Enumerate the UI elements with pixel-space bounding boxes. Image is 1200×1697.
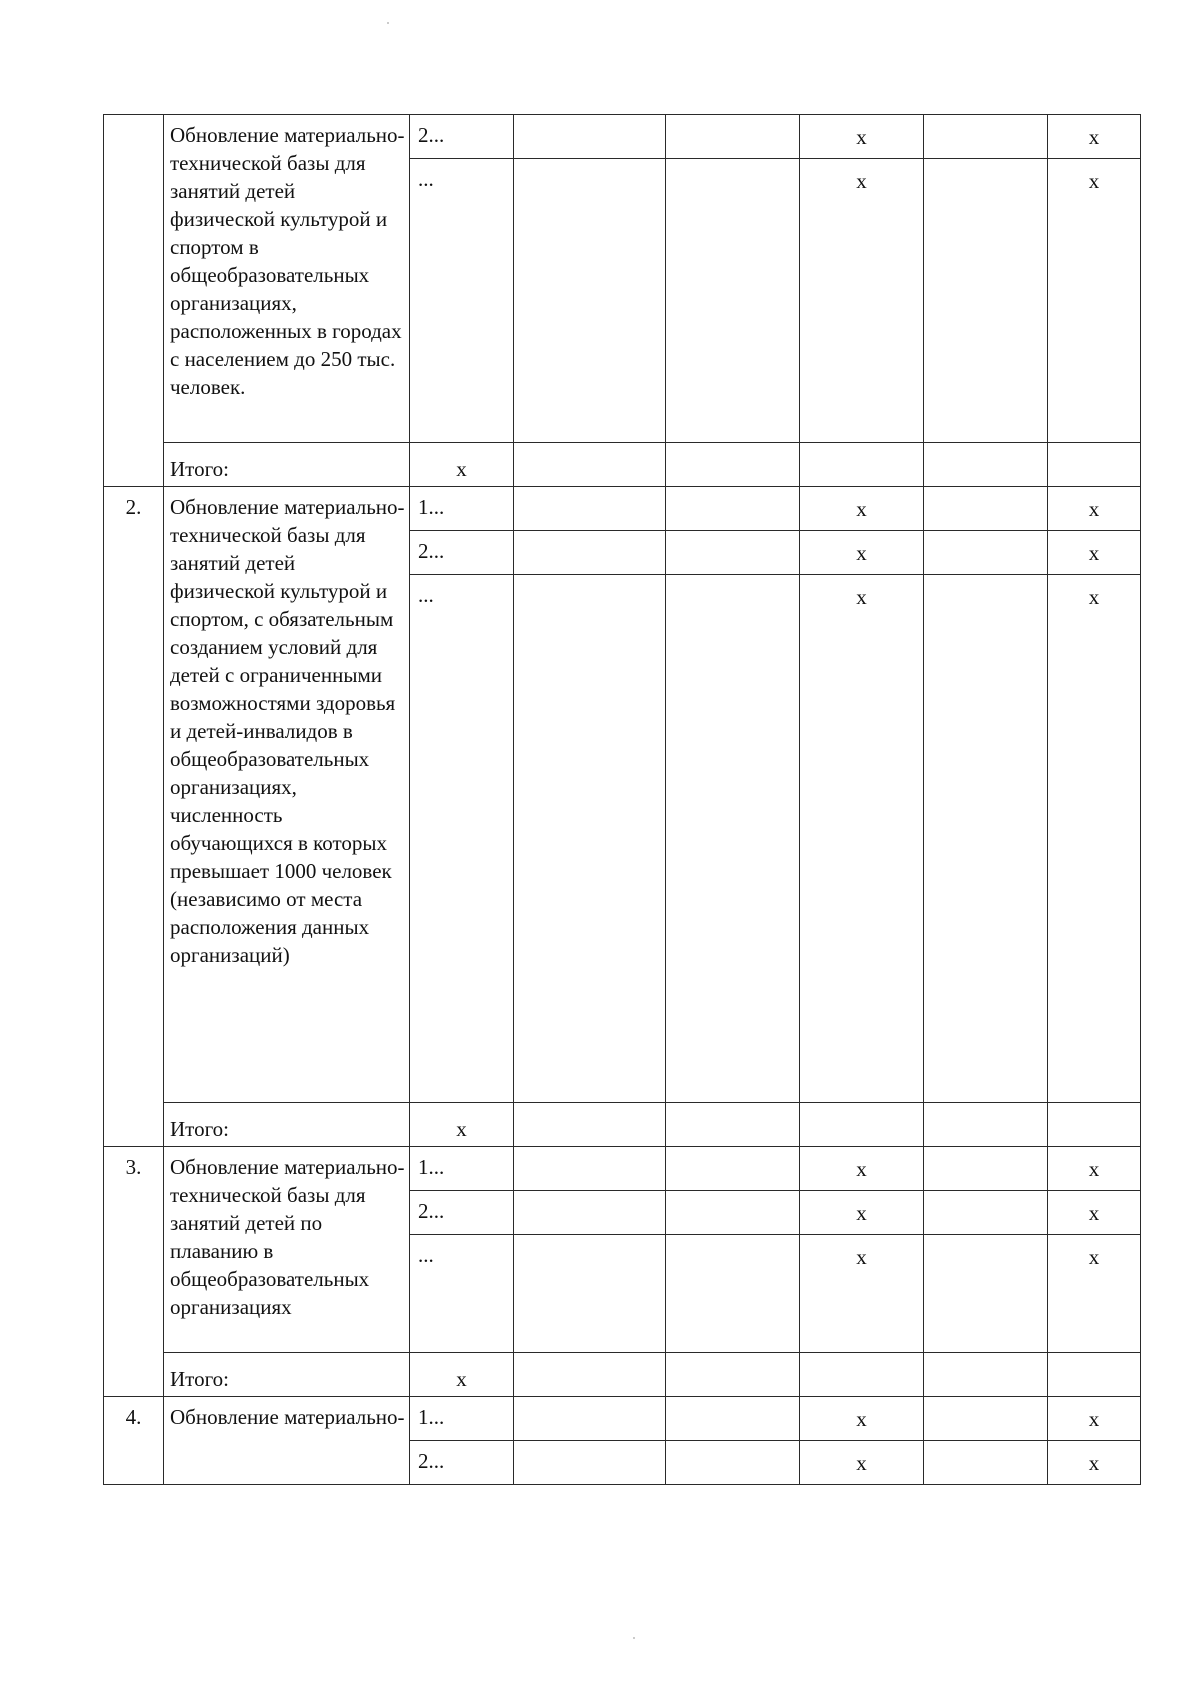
empty-cell [514,575,666,1103]
empty-cell [800,1353,924,1397]
empty-cell [514,1397,666,1441]
empty-cell [666,1397,800,1441]
x-mark: x [800,1147,924,1191]
row-description: Обновление материально- [164,1397,410,1485]
empty-cell [666,575,800,1103]
empty-cell [666,443,800,487]
x-mark: x [800,1441,924,1485]
x-mark: x [1048,1397,1141,1441]
empty-cell [666,115,800,159]
total-x-mark: x [410,443,514,487]
x-mark: x [800,1191,924,1235]
empty-cell [1048,1353,1141,1397]
empty-cell [514,443,666,487]
empty-cell [514,1191,666,1235]
table-row [104,115,1141,159]
empty-cell [514,487,666,531]
empty-cell [924,159,1048,443]
x-mark: x [800,487,924,531]
x-mark: x [800,575,924,1103]
x-mark: x [800,1235,924,1353]
empty-cell [1048,1103,1141,1147]
x-mark: x [800,115,924,159]
empty-cell [514,159,666,443]
empty-cell [514,1441,666,1485]
table-row [104,1147,1141,1191]
subrow-label: ... [410,159,514,443]
total-row [104,1103,1141,1147]
empty-cell [924,531,1048,575]
subrow-label: 1... [410,487,514,531]
empty-cell [924,1103,1048,1147]
subrow-label: ... [410,575,514,1103]
empty-cell [924,115,1048,159]
x-mark: x [800,159,924,443]
subrow-label: ... [410,1235,514,1353]
x-mark: x [800,1397,924,1441]
x-mark: x [1048,1191,1141,1235]
scan-speck [633,1637,635,1639]
row-number: 3. [104,1147,164,1397]
empty-cell [514,1147,666,1191]
empty-cell [666,1147,800,1191]
subrow-label: 2... [410,115,514,159]
x-mark: x [1048,159,1141,443]
empty-cell [924,1235,1048,1353]
empty-cell [924,1147,1048,1191]
total-label: Итого: [164,443,410,487]
row-description: Обновление материально-технической базы для занятий детей физической культурой и спортом, с обязательным созданием условий для детей с ограниченными возможностями здоровья и детей-инвалидов в общеобразовательных организациях, численность обучающихся в которых превышает 1000 человек (независимо от места расположения данных организаций) [164,487,410,1103]
scan-speck [387,22,389,24]
subrow-label: 2... [410,531,514,575]
total-row [104,443,1141,487]
subrow-label: 1... [410,1397,514,1441]
empty-cell [1048,443,1141,487]
empty-cell [514,1103,666,1147]
row-number: 4. [104,1397,164,1485]
empty-cell [924,487,1048,531]
total-label: Итого: [164,1103,410,1147]
empty-cell [514,115,666,159]
empty-cell [666,1235,800,1353]
empty-cell [924,1397,1048,1441]
x-mark: x [1048,531,1141,575]
row-description: Обновление материально-технической базы для занятий детей физической культурой и спортом в общеобразовательных организациях, расположенных в городах с населением до 250 тыс. человек. [164,115,410,443]
x-mark: x [1048,575,1141,1103]
subrow-label: 1... [410,1147,514,1191]
row-number [104,115,164,487]
empty-cell [924,1441,1048,1485]
x-mark: x [800,531,924,575]
table-container [103,114,1140,1485]
row-number: 2. [104,487,164,1147]
total-row [104,1353,1141,1397]
empty-cell [666,1441,800,1485]
empty-cell [514,1353,666,1397]
total-label: Итого: [164,1353,410,1397]
row-description: Обновление материально-технической базы для занятий детей по плаванию в общеобразовательных организациях [164,1147,410,1353]
empty-cell [666,159,800,443]
empty-cell [666,531,800,575]
x-mark: x [1048,115,1141,159]
subrow-label: 2... [410,1191,514,1235]
total-x-mark: x [410,1103,514,1147]
x-mark: x [1048,1441,1141,1485]
empty-cell [666,487,800,531]
x-mark: x [1048,1235,1141,1353]
empty-cell [666,1191,800,1235]
subrow-label: 2... [410,1441,514,1485]
empty-cell [924,443,1048,487]
empty-cell [514,531,666,575]
table-row [104,487,1141,531]
x-mark: x [1048,1147,1141,1191]
total-x-mark: x [410,1353,514,1397]
empty-cell [666,1353,800,1397]
empty-cell [800,1103,924,1147]
table-row [104,1397,1141,1441]
data-table [103,114,1141,1485]
empty-cell [924,1353,1048,1397]
empty-cell [514,1235,666,1353]
empty-cell [800,443,924,487]
empty-cell [666,1103,800,1147]
empty-cell [924,575,1048,1103]
empty-cell [924,1191,1048,1235]
x-mark: x [1048,487,1141,531]
